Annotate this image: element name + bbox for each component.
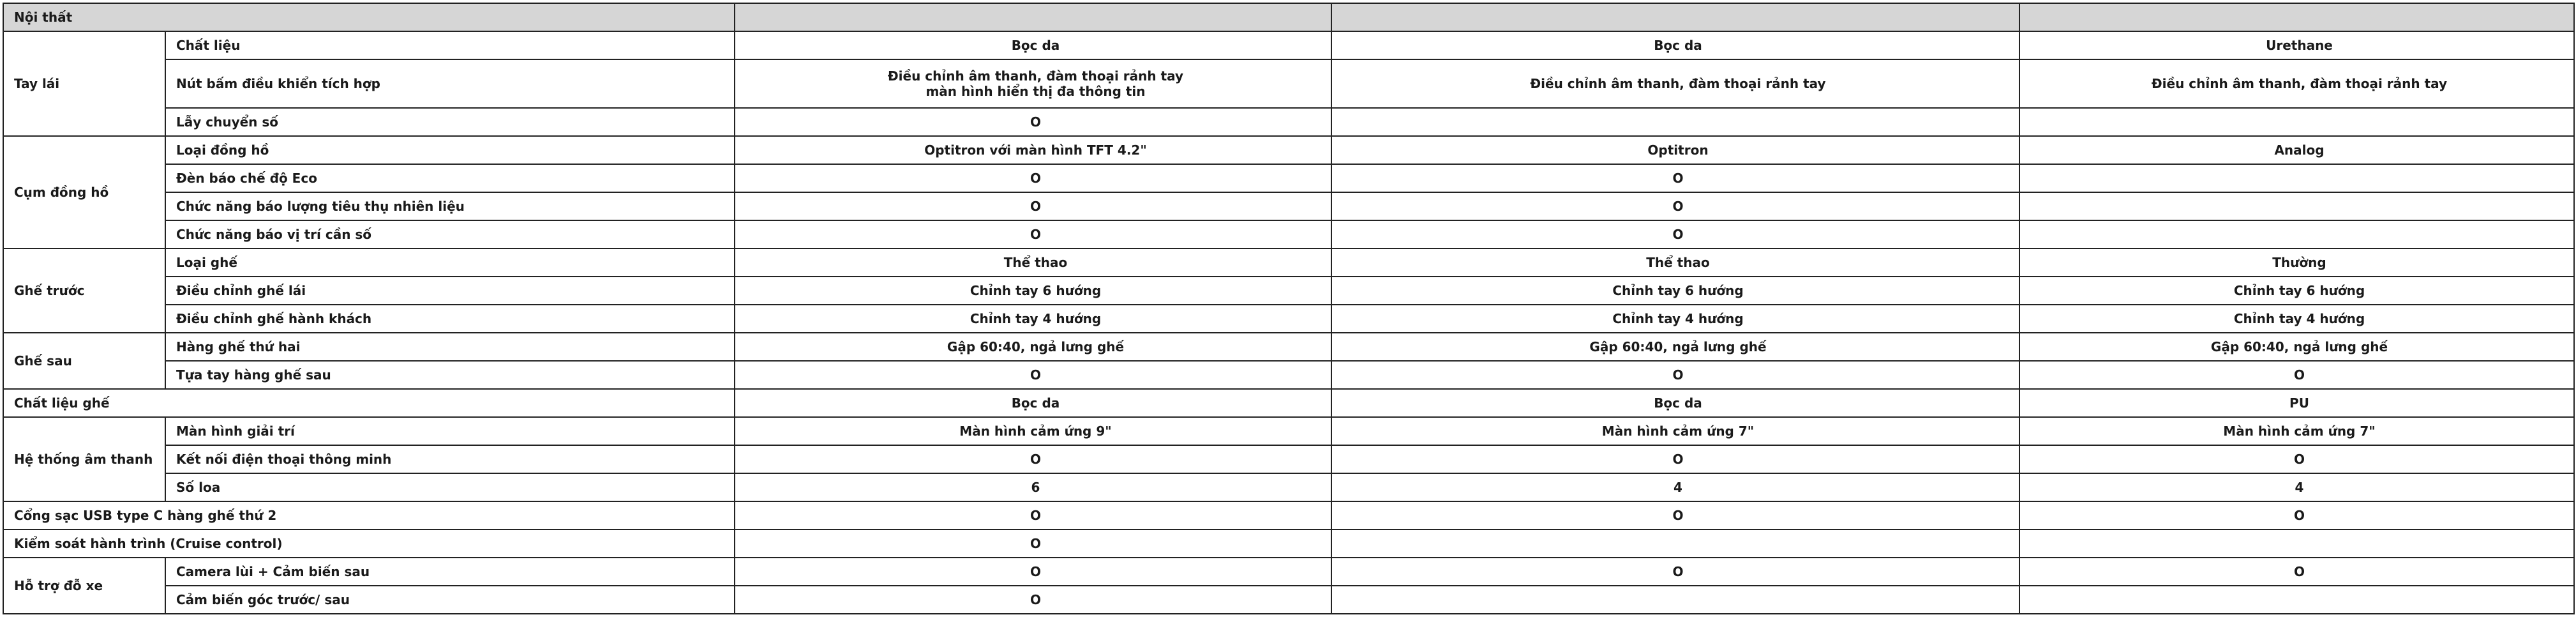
feature-label: Số loa	[165, 473, 735, 501]
value-cell-variant-1: 6	[735, 473, 1331, 501]
value-cell-variant-1: Bọc da	[735, 389, 1331, 417]
value-cell-variant-2: O	[1331, 361, 2019, 389]
group-label-rear-seats: Ghế sau	[3, 333, 165, 389]
feature-label: Loại ghế	[165, 248, 735, 277]
value-cell-variant-1: O	[735, 164, 1331, 192]
value-cell-variant-2: O	[1331, 558, 2019, 586]
value-cell-variant-1: O	[735, 445, 1331, 473]
value-cell-variant-2: Chỉnh tay 4 hướng	[1331, 305, 2019, 333]
table-row	[3, 333, 2574, 361]
feature-label: Nút bấm điều khiển tích hợp	[165, 59, 735, 108]
table-row	[3, 558, 2574, 586]
table-row	[3, 108, 2574, 136]
value-cell-variant-2: O	[1331, 192, 2019, 220]
feature-label: Điều chỉnh ghế hành khách	[165, 305, 735, 333]
group-label-cruise-control: Kiểm soát hành trình (Cruise control)	[3, 529, 735, 558]
value-cell-variant-2	[1331, 586, 2019, 614]
feature-label: Chất liệu	[165, 31, 735, 59]
value-cell-variant-3: PU	[2019, 389, 2574, 417]
value-cell-variant-2: O	[1331, 164, 2019, 192]
value-cell-variant-1: O	[735, 108, 1331, 136]
table-row	[3, 473, 2574, 501]
group-label-steering-wheel: Tay lái	[3, 31, 165, 136]
group-label-usb-c-rear: Cổng sạc USB type C hàng ghế thứ 2	[3, 501, 735, 529]
table-row	[3, 136, 2574, 164]
value-cell-variant-3: Thường	[2019, 248, 2574, 277]
group-label-audio-system: Hệ thống âm thanh	[3, 417, 165, 501]
value-cell-variant-3	[2019, 108, 2574, 136]
value-cell-variant-2: Bọc da	[1331, 31, 2019, 59]
value-cell-variant-2: Bọc da	[1331, 389, 2019, 417]
value-cell-variant-1: O	[735, 501, 1331, 529]
value-cell-variant-1: Thể thao	[735, 248, 1331, 277]
value-cell-variant-1: O	[735, 558, 1331, 586]
table-row	[3, 586, 2574, 614]
table-row	[3, 220, 2574, 248]
value-cell-variant-3: O	[2019, 558, 2574, 586]
value-cell-variant-3: Analog	[2019, 136, 2574, 164]
value-cell-variant-1: Gập 60:40, ngả lưng ghế	[735, 333, 1331, 361]
value-cell-variant-1: Điều chỉnh âm thanh, đàm thoại rảnh tay màn hình hiển thị đa thông tin	[735, 59, 1331, 108]
value-cell-variant-1: O	[735, 529, 1331, 558]
group-label-parking-assist: Hỗ trợ đỗ xe	[3, 558, 165, 614]
table-row	[3, 417, 2574, 445]
value-cell-variant-1: O	[735, 361, 1331, 389]
group-label-front-seats: Ghế trước	[3, 248, 165, 333]
value-cell-variant-1: Optitron với màn hình TFT 4.2"	[735, 136, 1331, 164]
value-cell-variant-2: O	[1331, 501, 2019, 529]
table-row	[3, 277, 2574, 305]
value-cell-variant-2: O	[1331, 220, 2019, 248]
value-cell-variant-2: 4	[1331, 473, 2019, 501]
value-cell-variant-3	[2019, 586, 2574, 614]
feature-label: Tựa tay hàng ghế sau	[165, 361, 735, 389]
table-row	[3, 305, 2574, 333]
feature-label: Hàng ghế thứ hai	[165, 333, 735, 361]
value-cell-variant-3	[2019, 220, 2574, 248]
value-cell-variant-2: Màn hình cảm ứng 7"	[1331, 417, 2019, 445]
value-cell-variant-1: O	[735, 192, 1331, 220]
feature-label: Chức năng báo lượng tiêu thụ nhiên liệu	[165, 192, 735, 220]
value-cell-variant-2: O	[1331, 445, 2019, 473]
feature-label: Chức năng báo vị trí cần số	[165, 220, 735, 248]
table-row	[3, 192, 2574, 220]
value-cell-variant-1: Chỉnh tay 6 hướng	[735, 277, 1331, 305]
table-row	[3, 529, 2574, 558]
value-cell-variant-3: Gập 60:40, ngả lưng ghế	[2019, 333, 2574, 361]
feature-label: Camera lùi + Cảm biến sau	[165, 558, 735, 586]
table-row	[3, 59, 2574, 108]
value-cell-variant-1: Màn hình cảm ứng 9"	[735, 417, 1331, 445]
value-cell-variant-3: 4	[2019, 473, 2574, 501]
table-row	[3, 248, 2574, 277]
group-label-seat-material: Chất liệu ghế	[3, 389, 735, 417]
header-cell-variant-3	[2019, 3, 2574, 31]
value-cell-variant-3	[2019, 164, 2574, 192]
value-cell-variant-3: Chỉnh tay 4 hướng	[2019, 305, 2574, 333]
value-cell-variant-1: Bọc da	[735, 31, 1331, 59]
group-label-instrument-cluster: Cụm đồng hồ	[3, 136, 165, 248]
value-cell-variant-3	[2019, 192, 2574, 220]
feature-label: Đèn báo chế độ Eco	[165, 164, 735, 192]
value-cell-variant-2: Optitron	[1331, 136, 2019, 164]
interior-spec-table	[3, 3, 2575, 614]
feature-label: Loại đồng hồ	[165, 136, 735, 164]
feature-label: Màn hình giải trí	[165, 417, 735, 445]
header-cell-variant-2	[1331, 3, 2019, 31]
value-cell-variant-3: O	[2019, 445, 2574, 473]
value-cell-variant-2	[1331, 529, 2019, 558]
section-title: Nội thất	[3, 3, 735, 31]
table-header-row	[3, 3, 2574, 31]
value-cell-variant-1: O	[735, 586, 1331, 614]
feature-label: Lẫy chuyển số	[165, 108, 735, 136]
table-row	[3, 501, 2574, 529]
table-row	[3, 361, 2574, 389]
value-cell-variant-3: O	[2019, 361, 2574, 389]
value-cell-variant-2: Chỉnh tay 6 hướng	[1331, 277, 2019, 305]
feature-label: Kết nối điện thoại thông minh	[165, 445, 735, 473]
value-cell-variant-1: O	[735, 220, 1331, 248]
value-cell-variant-2: Thể thao	[1331, 248, 2019, 277]
value-cell-variant-1: Chỉnh tay 4 hướng	[735, 305, 1331, 333]
table-row	[3, 389, 2574, 417]
table-row	[3, 164, 2574, 192]
value-cell-variant-3: Điều chỉnh âm thanh, đàm thoại rảnh tay	[2019, 59, 2574, 108]
value-cell-variant-3: Chỉnh tay 6 hướng	[2019, 277, 2574, 305]
value-cell-variant-2: Gập 60:40, ngả lưng ghế	[1331, 333, 2019, 361]
value-cell-variant-3	[2019, 529, 2574, 558]
value-cell-variant-2	[1331, 108, 2019, 136]
value-cell-variant-2: Điều chỉnh âm thanh, đàm thoại rảnh tay	[1331, 59, 2019, 108]
value-cell-variant-3: Urethane	[2019, 31, 2574, 59]
header-cell-variant-1	[735, 3, 1331, 31]
feature-label: Điều chỉnh ghế lái	[165, 277, 735, 305]
table-row	[3, 445, 2574, 473]
value-cell-variant-3: O	[2019, 501, 2574, 529]
feature-label: Cảm biến góc trước/ sau	[165, 586, 735, 614]
value-cell-variant-3: Màn hình cảm ứng 7"	[2019, 417, 2574, 445]
table-row	[3, 31, 2574, 59]
